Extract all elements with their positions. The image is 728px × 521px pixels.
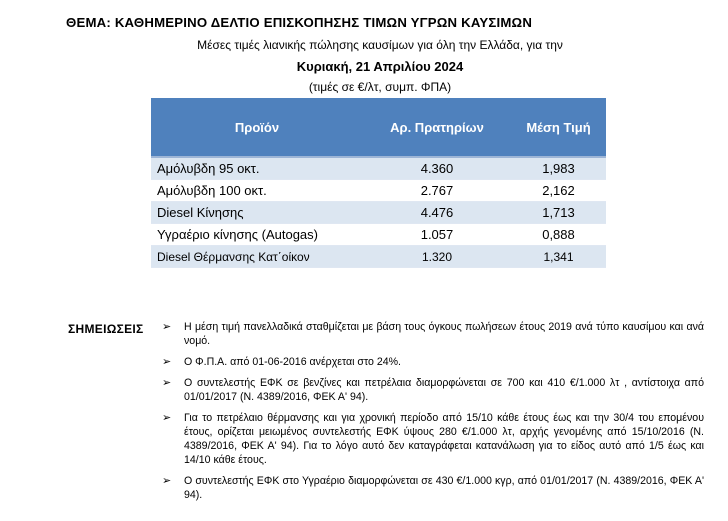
column-header-product: Προϊόν — [151, 98, 363, 157]
product-name: Diesel Θέρμανσης Κατ΄οίκον — [151, 246, 363, 268]
column-header-average-price: Μέση Τιμή — [511, 98, 606, 157]
table-row — [151, 224, 606, 246]
average-price: 1,713 — [511, 202, 606, 224]
document-title: ΘΕΜΑ: ΚΑΘΗΜΕΡΙΝΟ ΔΕΛΤΙΟ ΕΠΙΣΚΟΠΗΣΗΣ ΤΙΜΩΝ ΥΓΡΩΝ ΚΑΥΣΙΜΩΝ — [66, 15, 533, 30]
table-header-row — [151, 98, 606, 157]
notes-list — [160, 320, 704, 509]
product-name: Αμόλυβδη 95 οκτ. — [151, 157, 363, 180]
list-item — [160, 320, 704, 348]
average-price: 2,162 — [511, 180, 606, 202]
arrow-bullet-icon: ➢ — [162, 412, 172, 424]
arrow-bullet-icon: ➢ — [162, 475, 172, 487]
note-text: Η μέση τιμή πανελλαδικά σταθμίζεται με βάση τους όγκους πωλήσεων έτους 2019 ανά τύπο καυσίμου και ανά νομό. — [184, 321, 704, 347]
table-row — [151, 246, 606, 268]
column-header-stations: Αρ. Πρατηρίων — [363, 98, 511, 157]
note-text: Ο Φ.Π.Α. από 01-06-2016 ανέρχεται στο 24%. — [184, 356, 401, 368]
list-item — [160, 355, 704, 369]
average-price: 1,983 — [511, 157, 606, 180]
station-count: 4.476 — [363, 202, 511, 224]
list-item — [160, 411, 704, 467]
list-item — [160, 376, 704, 404]
bulletin-date: Κυριακή, 21 Απριλίου 2024 — [296, 59, 464, 74]
arrow-bullet-icon: ➢ — [162, 321, 172, 333]
document-subtitle: Μέσες τιμές λιανικής πώλησης καυσίμων για όλη την Ελλάδα, για την — [197, 38, 563, 52]
arrow-bullet-icon: ➢ — [162, 356, 172, 368]
station-count: 4.360 — [363, 157, 511, 180]
table-row — [151, 157, 606, 180]
price-unit-note: (τιμές σε €/λτ, συμπ. ΦΠΑ) — [308, 80, 452, 94]
notes-heading: ΣΗΜΕΙΩΣΕΙΣ — [68, 322, 144, 336]
table-row — [151, 202, 606, 224]
station-count: 1.057 — [363, 224, 511, 246]
average-price: 0,888 — [511, 224, 606, 246]
product-name: Υγραέριο κίνησης (Autogas) — [151, 224, 363, 246]
average-price: 1,341 — [511, 246, 606, 268]
arrow-bullet-icon: ➢ — [162, 377, 172, 389]
note-text: Ο συντελεστής ΕΦΚ στο Υγραέριο διαμορφώνεται σε 430 €/1.000 κγρ, από 01/01/2017 (Ν. 4389/2016, ΦΕΚ Α' 94). — [184, 475, 704, 501]
note-text: Ο συντελεστής ΕΦΚ σε βενζίνες και πετρέλαια διαμορφώνεται σε 700 και 410 €/1.000 λτ , αντίστοιχα από 01/01/2017 (Ν. 4389/2016, ΦΕΚ Α' 94). — [184, 377, 704, 403]
note-text: Για το πετρέλαιο θέρμανσης και για χρονική περίοδο από 15/10 κάθε έτους έως και την 30/4 του επομένου έτους, ορίζεται μειωμένος συντελεστής ΕΦΚ ύψους 280 €/1.000 λτ, αρχής γενομένης από 15/10/2016 (Ν. 4389/2016, ΦΕΚ Α' 94). Για το λόγο αυτό δεν καταγράφεται κατανάλωση για το είδος αυτό από 1/5 έως και 14/10 κάθε έτους. — [184, 412, 704, 466]
product-name: Diesel Κίνησης — [151, 202, 363, 224]
fuel-price-table — [151, 98, 606, 268]
station-count: 1.320 — [363, 246, 511, 268]
list-item — [160, 474, 704, 502]
product-name: Αμόλυβδη 100 οκτ. — [151, 180, 363, 202]
station-count: 2.767 — [363, 180, 511, 202]
table-row — [151, 180, 606, 202]
